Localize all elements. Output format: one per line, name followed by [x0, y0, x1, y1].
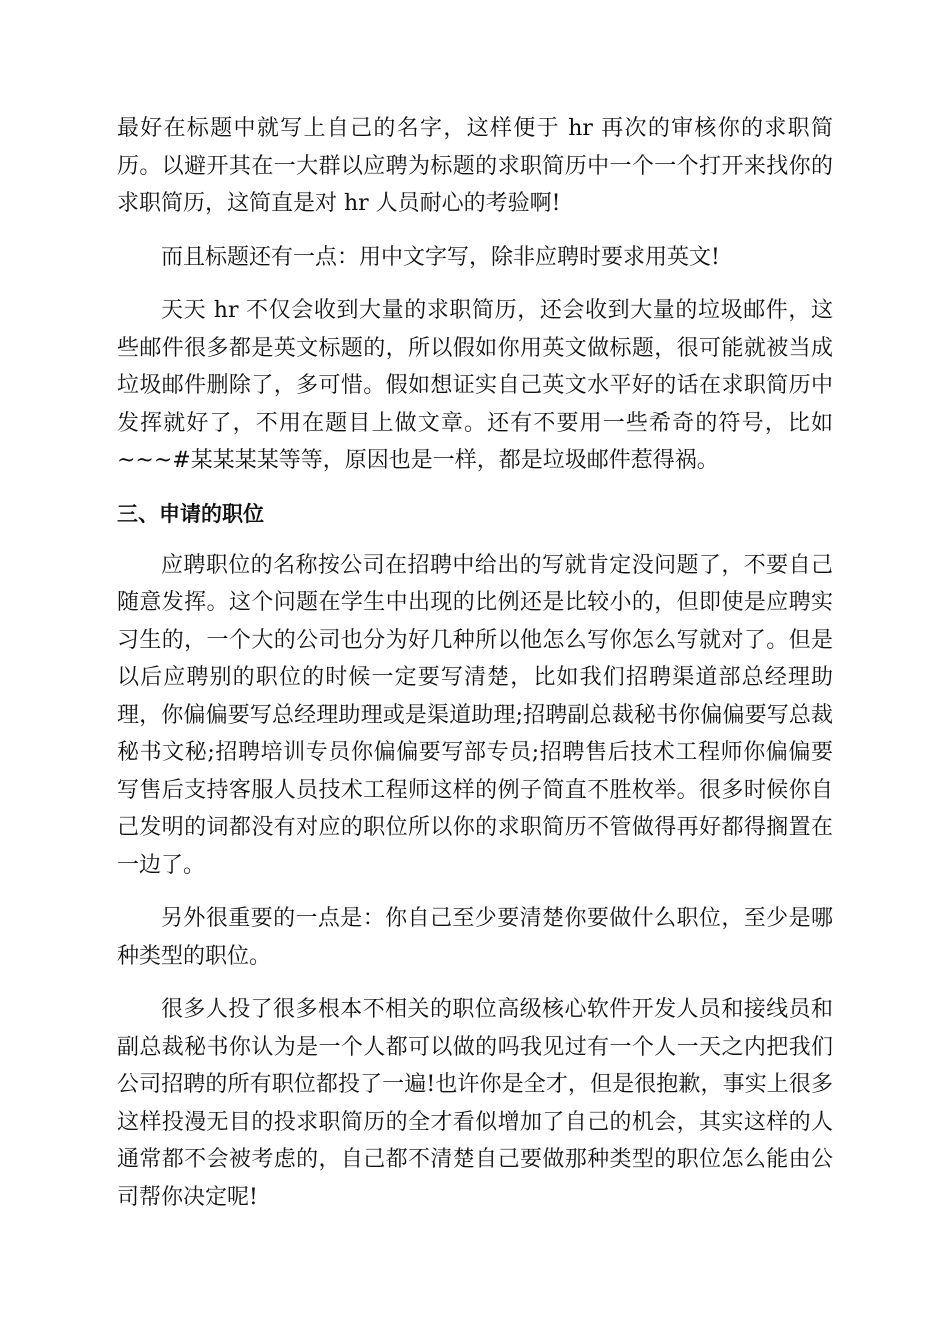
paragraph: 另外很重要的一点是：你自己至少要清楚你要做什么职位，至少是哪种类型的职位。: [117, 906, 833, 969]
paragraph: 而且标题还有一点：用中文字写，除非应聘时要求用英文!: [161, 244, 720, 270]
document-body: [117, 110, 833, 1232]
paragraph: 很多人投了很多根本不相关的职位高级核心软件开发人员和接线员和副总裁秘书你认为是一个人都可以做的吗我见过有一个人一天之内把我们公司招聘的所有职位都投了一遍!也许你是全才，但是很抱歉，事实上很多这样投漫无目的投求职简历的全才看似增加了自己的机会，其实这样的人通常都不会被考虑的，自己都不清楚自己要做那种类型的职位怎么能由公司帮你决定呢!: [117, 997, 833, 1210]
paragraph: 天天 hr 不仅会收到大量的求职简历，还会收到大量的垃圾邮件，这些邮件很多都是英文标题的，所以假如你用英文做标题，很可能就被当成垃圾邮件删除了，多可惜。假如想证实自己英文水平好的话在求职简历中发挥就好了，不用在题目上做文章。还有不要用一些希奇的符号，比如~~~#某某某某等等，原因也是一样，都是垃圾邮件惹得祸。: [117, 298, 833, 473]
paragraph: 应聘职位的名称按公司在招聘中给出的写就肯定没问题了，不要自己随意发挥。这个问题在学生中出现的比例还是比较小的，但即使是应聘实习生的，一个大的公司也分为好几种所以他怎么写你怎么写就对了。但是以后应聘别的职位的时候一定要写清楚，比如我们招聘渠道部总经理助理，你偏偏要写总经理助理或是渠道助理;招聘副总裁秘书你偏偏要写总裁秘书文秘;招聘培训专员你偏偏要写部专员;招聘售后技术工程师你偏偏要写售后支持客服人员技术工程师这样的例子简直不胜枚举。很多时候你自己发明的词都没有对应的职位所以你的求职简历不管做得再好都得搁置在一边了。: [117, 552, 833, 878]
section-heading: 三、申请的职位: [117, 501, 264, 526]
paragraph-continued: 最好在标题中就写上自己的名字，这样便于 hr 再次的审核你的求职简历。以避开其在一大群以应聘为标题的求职简历中一个一个打开来找你的求职简历，这简直是对 hr 人员耐心的考验啊!: [117, 116, 833, 216]
